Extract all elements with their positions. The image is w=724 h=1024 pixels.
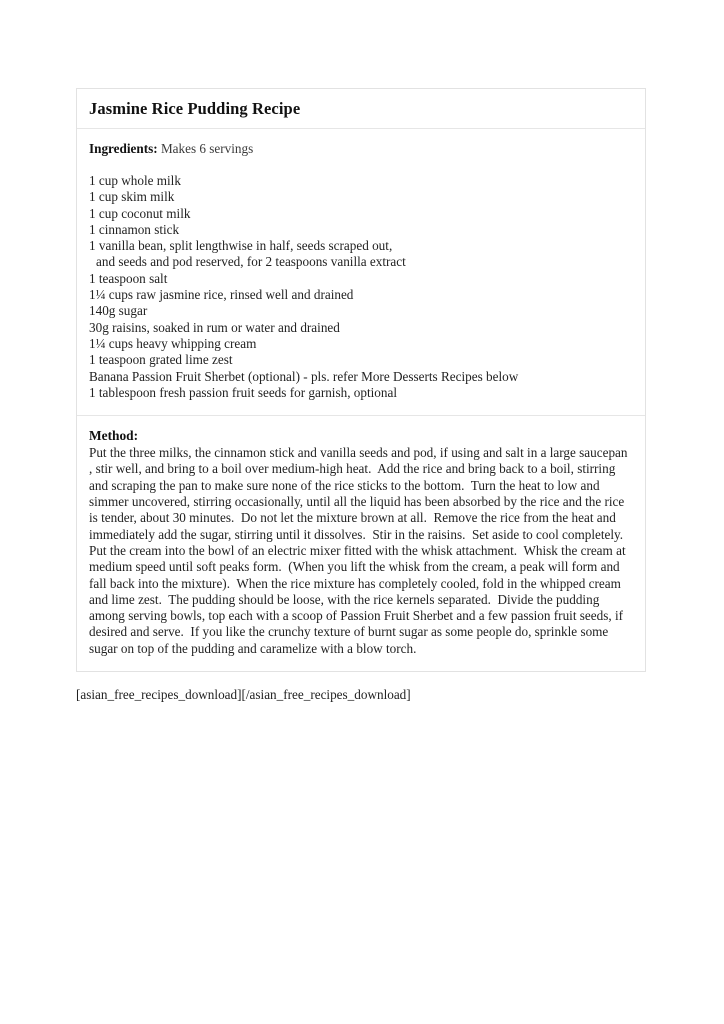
list-item: 1 teaspoon grated lime zest (89, 352, 233, 368)
list-item: 1¼ cups raw jasmine rice, rinsed well and drained (89, 287, 354, 303)
method-body: Put the three milks, the cinnamon stick and vanilla seeds and pod, if using and salt in a large saucepan , stir well, and bring to a boil over medium-high heat. Add the rice and bring back to a boil, stirring and scraping the pan to make sure none of the rice sticks to the bottom. Turn the heat to low and simmer uncovered, stirring occasionally, until all the liquid has been absorbed by the rice and the rice is tender, about 30 minutes. Do not let the mixture brown at all. Remove the rice from the heat and immediately add the sugar, stirring until it dissolves. Stir in the raisins. Set aside to cool completely. Put the cream into the bowl of an electric mixer fitted with the whisk attachment. Whisk the cream at medium speed until soft peaks form. (When you lift the whisk from the cream, a peak will form and fall back into the mixture). When the rice mixture has completely cooled, fold in the whipped cream and lime zest. The pudding should be loose, with the rice kernels separated. Divide the pudding among serving bowls, top each with a scoop of Passion Fruit Sherbet and a few passion fruit seeds, if desired and serve. If you like the crunchy texture of burnt sugar as some people do, sprinkle some sugar on top of the pudding and caramelize with a blow torch. (89, 445, 631, 656)
list-item: 1¼ cups heavy whipping cream (89, 335, 257, 351)
ingredients-section (77, 129, 645, 416)
list-item: and seeds and pod reserved, for 2 teaspoons vanilla extract (96, 254, 406, 270)
list-item: 1 cup whole milk (89, 173, 181, 188)
list-item: 1 teaspoon salt (89, 270, 168, 286)
list-item: 1 cinnamon stick (89, 221, 180, 237)
list-item: 1 cup skim milk (89, 189, 175, 205)
method-section (77, 416, 645, 671)
servings-line (89, 140, 633, 157)
recipe-card-header (77, 89, 645, 129)
recipe-card (76, 88, 646, 672)
list-item: Banana Passion Fruit Sherbet (optional) - pls. refer More Desserts Recipes below (89, 368, 519, 384)
list-item: 1 cup coconut milk (89, 205, 191, 221)
servings-value: Makes 6 servings (160, 141, 254, 156)
list-item: 30g raisins, soaked in rum or water and drained (89, 319, 340, 335)
list-item: 1 tablespoon fresh passion fruit seeds for garnish, optional (89, 384, 398, 400)
ingredient-list (89, 173, 633, 401)
list-item: 1 vanilla bean, split lengthwise in half, seeds scraped out, (89, 238, 393, 254)
method-label: Method: (89, 428, 139, 444)
list-item: 140g sugar (89, 303, 148, 319)
ingredients-label: Ingredients: (89, 141, 158, 156)
footer-shortcode: [asian_free_recipes_download][/asian_free_recipes_download] (76, 687, 411, 702)
page-title: Jasmine Rice Pudding Recipe (89, 99, 301, 118)
